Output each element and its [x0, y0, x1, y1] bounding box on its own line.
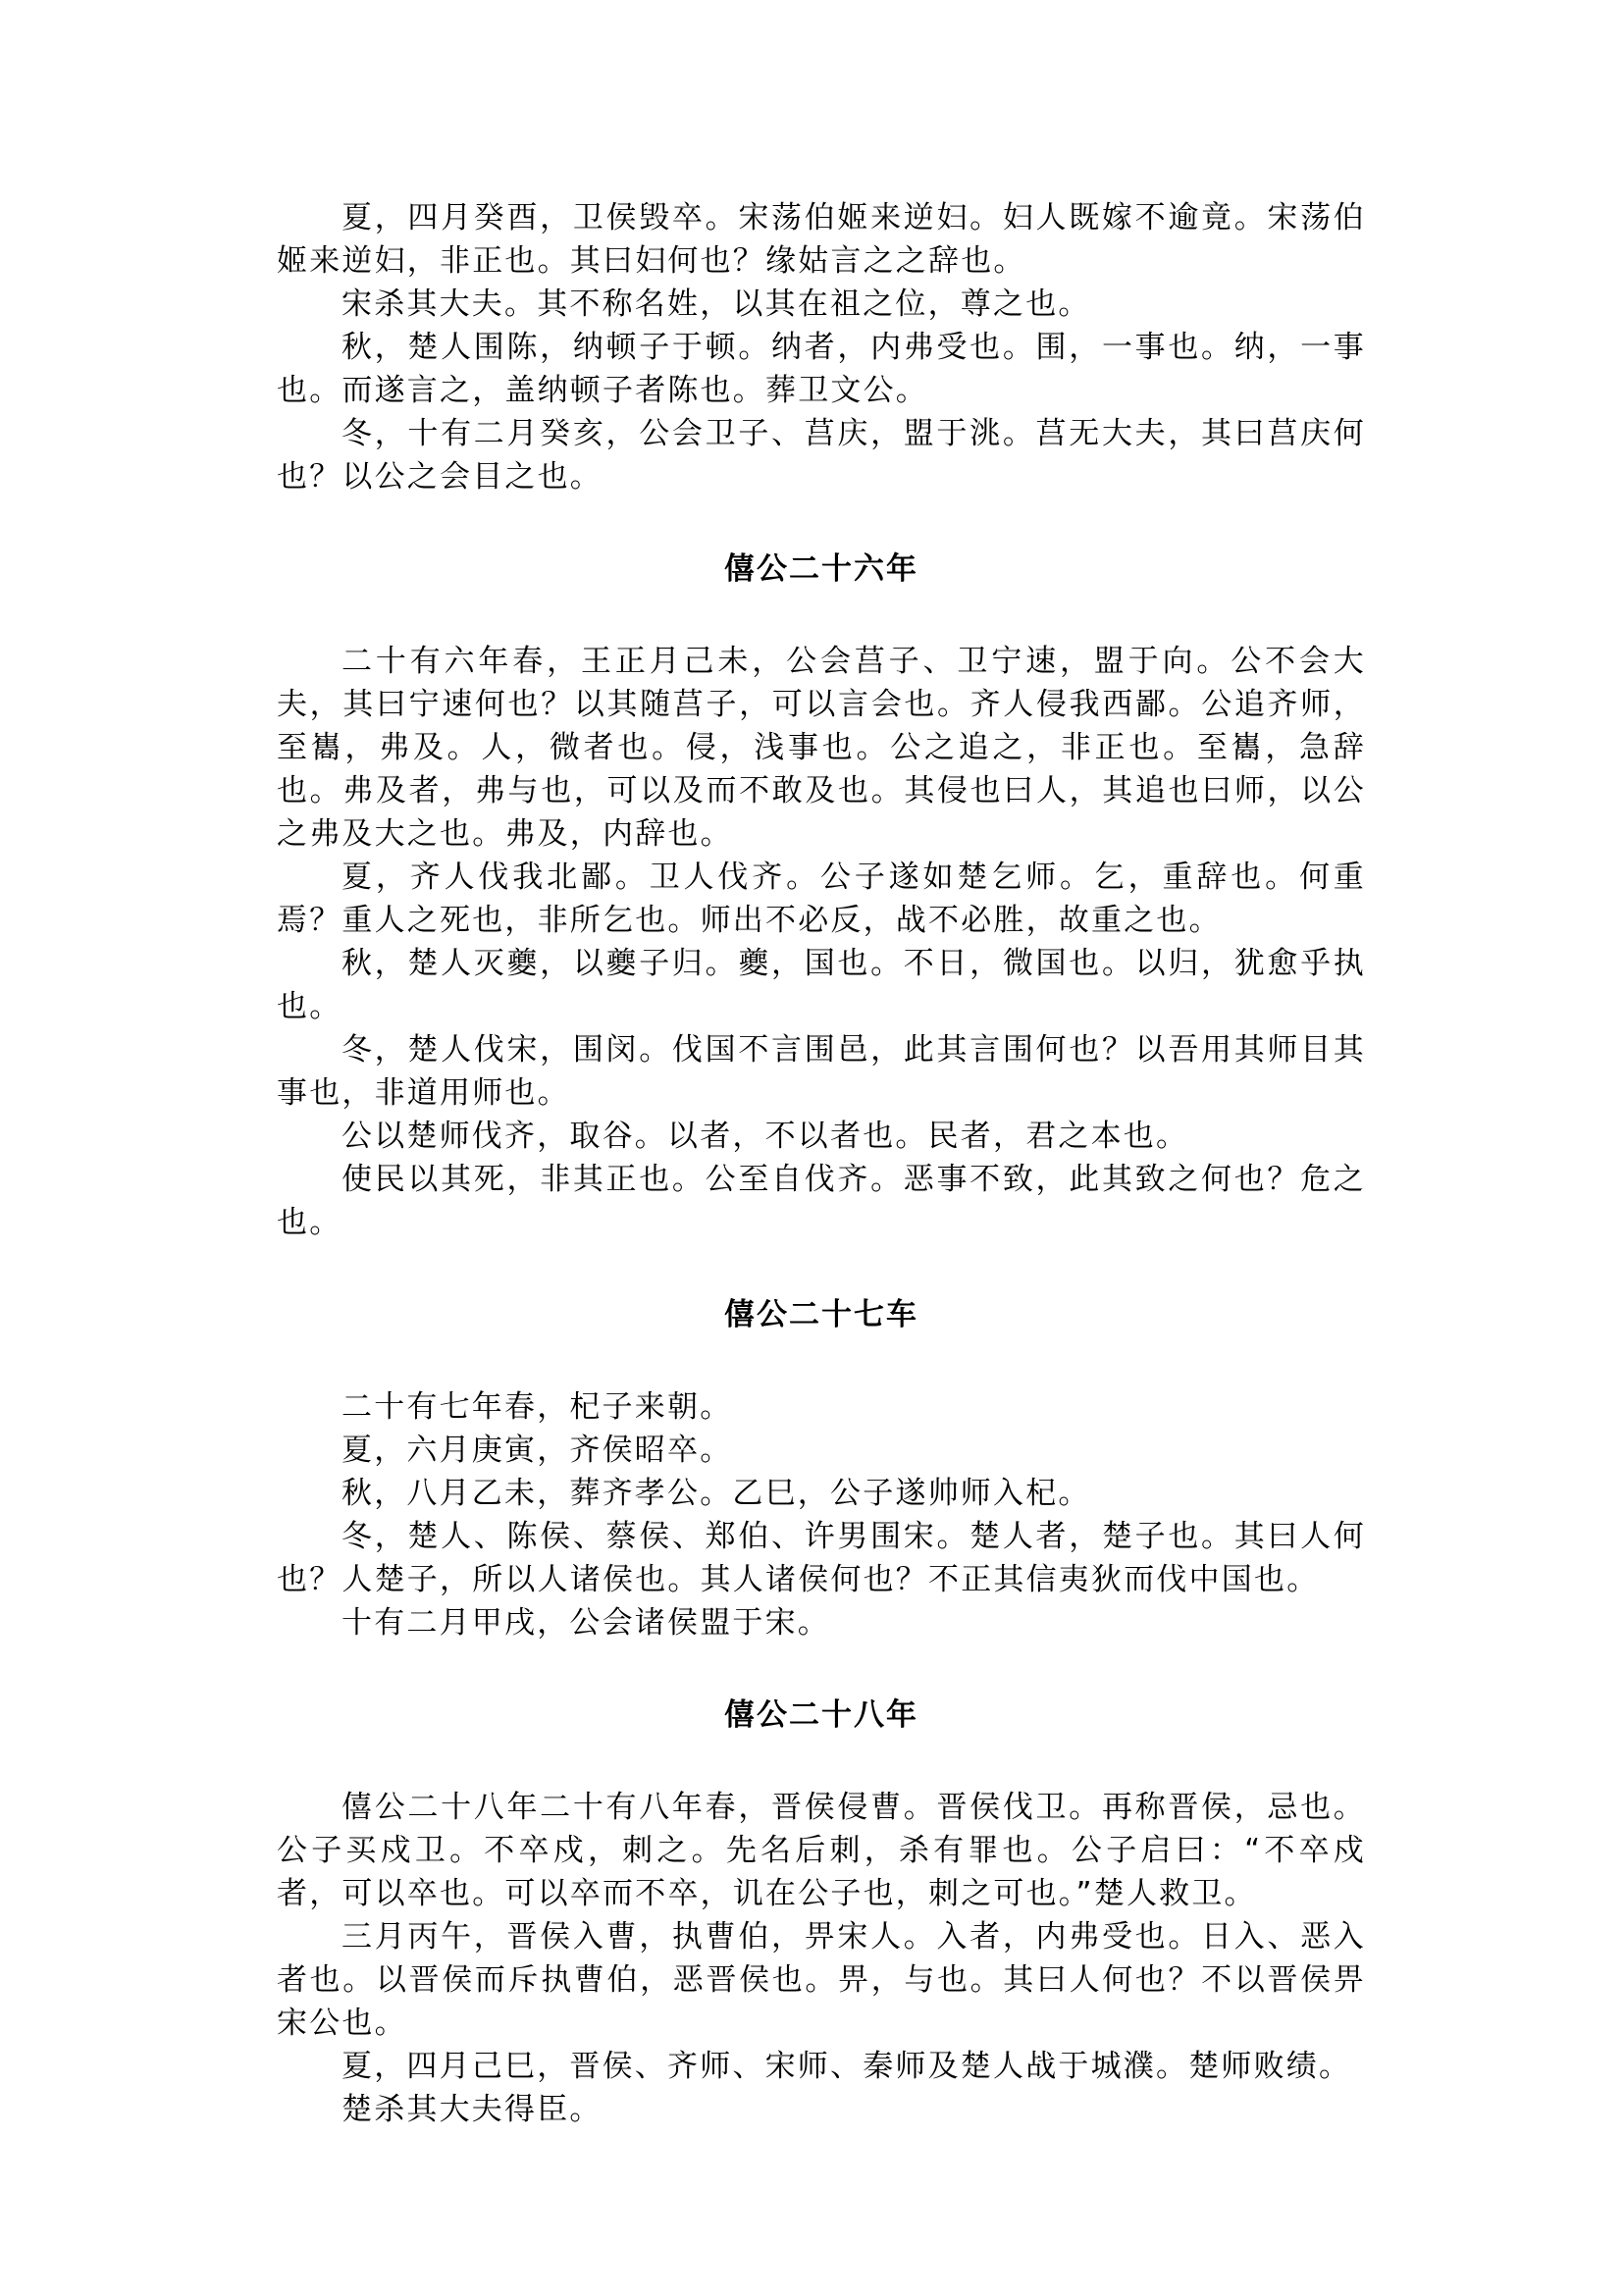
paragraph: 使民以其死，非其正也。公至自伐齐。恶事不致，此其致之何也？危之也。 [277, 1162, 1366, 1240]
paragraph: 夏，四月己巳，晋侯、齐师、宋师、秦师及楚人战于城濮。楚师败绩。 [341, 2049, 1352, 2084]
section-xigong-26 [277, 547, 1366, 1244]
paragraph: 冬，楚人伐宋，围闵。伐国不言围邑，此其言围何也？以吾用其师目其事也，非道用师也。 [277, 1032, 1366, 1111]
paragraph: 秋，楚人灭夔，以夔子归。夔，国也。不日，微国也。以归，犹愈乎执也。 [277, 946, 1366, 1024]
paragraph: 秋，八月乙未，葬齐孝公。乙巳，公子遂帅师入杞。 [341, 1476, 1091, 1511]
paragraph: 宋杀其大夫。其不称名姓，以其在祖之位，尊之也。 [341, 287, 1091, 322]
paragraph: 冬，十有二月癸亥，公会卫子、莒庆，盟于洮。莒无大夫，其曰莒庆何也？以公之会目之也。 [277, 416, 1366, 495]
paragraph: 秋，楚人围陈，纳顿子于顿。纳者，内弗受也。围，一事也。纳，一事也。而遂言之，盖纳顿子者陈也。葬卫文公。 [277, 330, 1366, 408]
paragraph: 夏，四月癸酉，卫侯毁卒。宋荡伯姬来逆妇。妇人既嫁不逾竟。宋荡伯姬来逆妇，非正也。其曰妇何也？缘姑言之之辞也。 [277, 200, 1366, 279]
section-heading: 僖公二十六年 [724, 551, 918, 587]
paragraph: 十有二月甲戌，公会诸侯盟于宋。 [341, 1605, 830, 1641]
paragraph: 僖公二十八年二十有八年春，晋侯侵曹。晋侯伐卫。再称晋侯，忌也。公子买戍卫。不卒戍，刺之。先名后刺，杀有罪也。公子启曰：“不卒戍者，可以卒也。可以卒而不卒，讥在公子也，刺之可也。”楚人救卫。 [277, 1790, 1366, 1911]
document-page [277, 196, 1366, 2131]
paragraph: 冬，楚人、陈侯、蔡侯、郑伯、许男围宋。楚人者，楚子也。其曰人何也？人楚子，所以人诸侯也。其人诸侯何也？不正其信夷狄而伐中国也。 [277, 1519, 1366, 1597]
section-xigong-28 [277, 1694, 1366, 2131]
section-heading: 僖公二十八年 [724, 1697, 918, 1733]
paragraph: 楚杀其大夫得臣。 [341, 2092, 602, 2127]
section-intro [277, 196, 1366, 498]
section-heading: 僖公二十七车 [724, 1297, 918, 1332]
paragraph: 公以楚师伐齐，取谷。以者，不以者也。民者，君之本也。 [341, 1119, 1189, 1154]
paragraph: 二十有六年春，王正月己未，公会莒子、卫宁速，盟于向。公不会大夫，其曰宁速何也？以其随莒子，可以言会也。齐人侵我西鄙。公追齐师，至巂，弗及。人，微者也。侵，浅事也。公之追之，非正也。至巂，急辞也。弗及者，弗与也，可以及而不敢及也。其侵也曰人，其追也曰师，以公之弗及大之也。弗及，内辞也。 [277, 644, 1366, 852]
section-xigong-27 [277, 1293, 1366, 1644]
paragraph: 夏，六月庚寅，齐侯昭卒。 [341, 1433, 733, 1468]
paragraph: 二十有七年春，杞子来朝。 [341, 1389, 733, 1425]
paragraph: 夏，齐人伐我北鄙。卫人伐齐。公子遂如楚乞师。乞，重辞也。何重焉？重人之死也，非所乞也。师出不必反，战不必胜，故重之也。 [277, 860, 1366, 938]
paragraph: 三月丙午，晋侯入曹，执曹伯，畀宋人。入者，内弗受也。日入、恶入者也。以晋侯而斥执曹伯，恶晋侯也。畀，与也。其曰人何也？不以晋侯畀宋公也。 [277, 1919, 1366, 2041]
